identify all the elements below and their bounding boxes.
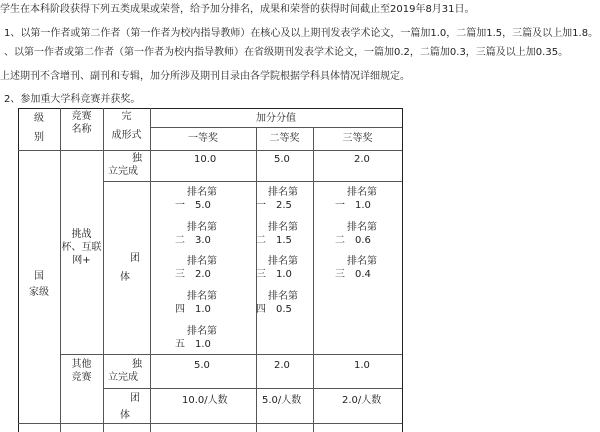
header-name: 竞赛 名称: [71, 111, 92, 135]
rank-entry: 排名第 三 1.0: [256, 256, 298, 280]
rank-entry: 排名第 五 1.0: [175, 326, 217, 350]
header-second-prize: 二等奖: [269, 133, 300, 144]
header-first-prize: 一等奖: [188, 133, 218, 144]
header-bottom-line: [18, 150, 402, 151]
challenge-solo-first: 10.0: [194, 154, 217, 165]
other-solo-label: 独 立完成: [108, 359, 142, 383]
challenge-solo-third: 2.0: [354, 154, 370, 165]
other-solo-second: 2.0: [274, 360, 290, 371]
challenge-solo-label: 独 立完成: [108, 153, 142, 177]
challenge-team-label: 团 体: [120, 253, 140, 283]
rank-entry: 排名第 二 3.0: [175, 222, 217, 246]
other-team-first: 10.0/人数: [182, 395, 228, 406]
rank-entry: 排名第 一 5.0: [175, 187, 217, 211]
rank-entry: 排名第 二 1.5: [256, 222, 298, 246]
other-team-third: 2.0/人数: [342, 395, 382, 406]
rank-entry: 排名第 四 1.0: [175, 291, 217, 315]
intro-line-3: 、以第一作者或第二作者（第一作者为校内指导教师）在省级期刊发表学术论文，一篇加0.2，二篇加0.3，三篇及以上加0.35。: [4, 47, 569, 58]
rank-entry: 排名第 三 2.0: [175, 256, 217, 280]
intro-line-5: 2、参加重大学科竞赛并获奖。: [4, 94, 141, 105]
rank-entry: 排名第 二 0.6: [335, 222, 377, 246]
other-team-label: 团 体: [120, 393, 140, 421]
competition-challenge-cup: 挑战 杯、互联 网+: [61, 229, 102, 266]
other-solo-bottom: [103, 388, 402, 389]
header-level: 级 别: [34, 113, 44, 143]
table-border-top: [18, 108, 402, 109]
competition-other: 其他 竞赛: [71, 359, 92, 383]
other-solo-third: 1.0: [354, 360, 370, 371]
challenge-solo-bottom: [103, 181, 402, 182]
header-form: 完 成形式: [111, 111, 142, 141]
col-sep-3: [150, 108, 151, 432]
intro-line-1: 学生在本科阶段获得下列五类成果或荣誉，给予加分排名，成果和荣誉的获得时间截止至2019年8月31日。: [0, 4, 475, 15]
national-bottom: [18, 423, 402, 424]
challenge-bottom: [60, 354, 402, 355]
rank-entry: 排名第 一 1.0: [335, 187, 377, 211]
level-national: 国 家级: [29, 271, 49, 298]
challenge-solo-second: 5.0: [274, 154, 290, 165]
col-sep-5: [313, 127, 314, 432]
col-sep-2: [103, 108, 104, 432]
intro-line-2: 1、以第一作者或第二作者（第一作者为校内指导教师）在核心及以上期刊发表学术论文，一篇加1.0，二篇加1.5，三篇及以上加1.8。: [4, 28, 599, 39]
rank-entry: 排名第 三 0.4: [335, 256, 377, 280]
other-team-second: 5.0/人数: [262, 395, 302, 406]
rank-entry: 排名第 四 0.5: [256, 291, 298, 315]
intro-line-4: 上述期刊不含增刊、副刊和专辑，加分所涉及期刊目录由各学院根据学科具体情况详细规定。: [0, 71, 410, 82]
header-third-prize: 三等奖: [342, 133, 373, 144]
other-solo-first: 5.0: [194, 360, 210, 371]
table-border-right: [402, 108, 403, 432]
rank-entry: 排名第 一 2.5: [256, 187, 298, 211]
header-split-line: [150, 127, 402, 128]
header-score: 加分分值: [256, 113, 296, 124]
